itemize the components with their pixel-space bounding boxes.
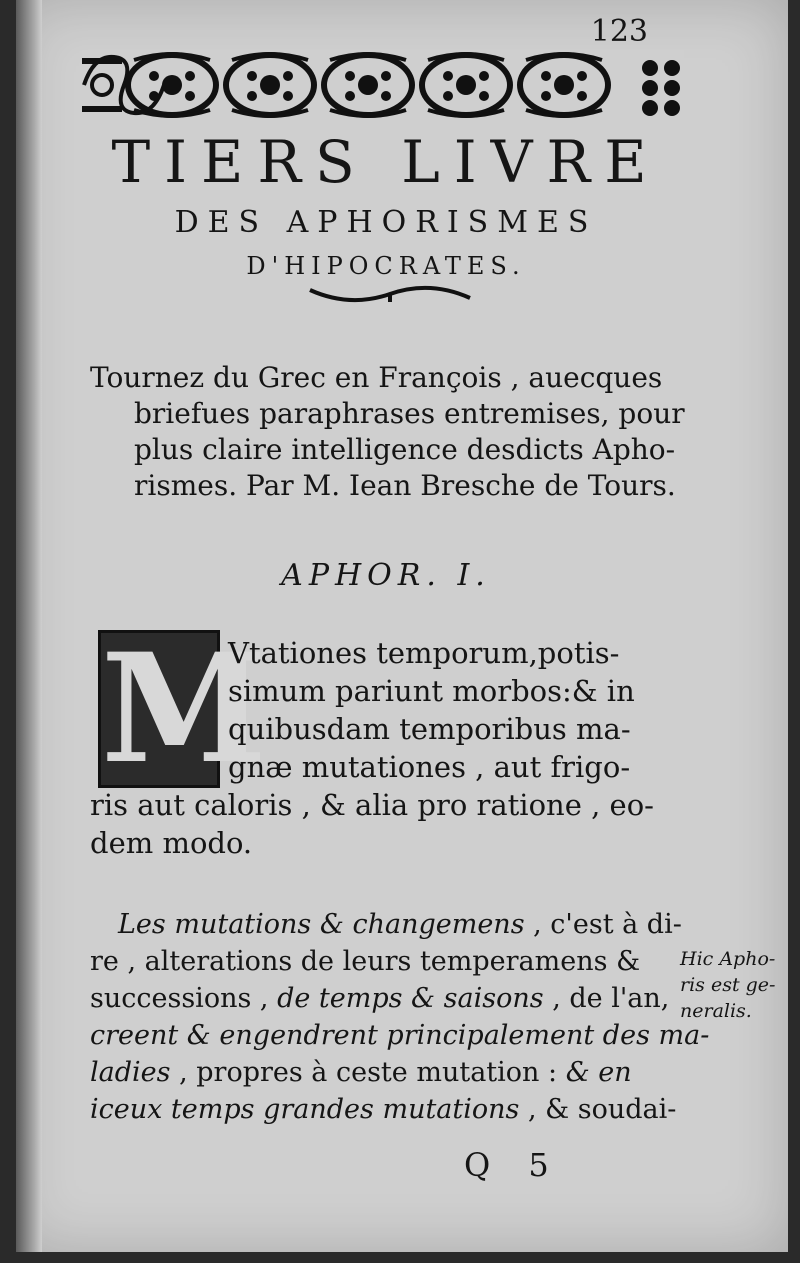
book-spine bbox=[16, 0, 42, 1252]
roman-phrase: , de l'an, bbox=[543, 983, 670, 1014]
french-paraphrase bbox=[90, 906, 710, 1128]
aphorism-line: dem modo. bbox=[90, 826, 253, 860]
aphorism-line: gnæ mutationes , aut frigo- bbox=[228, 750, 631, 784]
italic-phrase: creent & engendrent principalement des ma- bbox=[90, 1020, 710, 1051]
paraphrase-line bbox=[90, 980, 670, 1017]
roman-phrase: re , alterations de leurs temperamens & bbox=[90, 946, 641, 977]
intro-line: Tournez du Grec en François , auecques bbox=[90, 361, 663, 394]
signature-mark: Q 5 bbox=[464, 1146, 563, 1184]
book-title: TIERS LIVRE bbox=[111, 128, 661, 196]
book-page bbox=[16, 0, 788, 1252]
paraphrase-line bbox=[90, 1017, 710, 1054]
italic-phrase: ladies bbox=[90, 1057, 171, 1088]
italic-phrase: iceux temps grandes mutations bbox=[90, 1094, 520, 1125]
book-subtitle: DES APHORISMES bbox=[174, 205, 598, 240]
aphorism-line: ris aut caloris , & alia pro ratione , eo- bbox=[90, 788, 654, 822]
translation-notice bbox=[90, 360, 690, 504]
paraphrase-line bbox=[90, 1091, 677, 1128]
aphorism-line: simum pariunt morbos:& in bbox=[228, 674, 635, 708]
aphorism-latin-text bbox=[90, 621, 690, 862]
roman-phrase: , c'est à di- bbox=[524, 909, 682, 940]
intro-line: plus claire intelligence desdicts Apho- bbox=[134, 433, 676, 466]
page-number: 123 bbox=[590, 14, 648, 49]
marginal-note bbox=[680, 946, 790, 1024]
paraphrase-line bbox=[90, 906, 682, 943]
aphorism-line: Vtationes temporum,potis- bbox=[228, 636, 620, 670]
roman-phrase: , & soudai- bbox=[519, 1094, 677, 1125]
margin-note-line: neralis. bbox=[680, 1000, 752, 1022]
italic-phrase: de temps & saisons bbox=[277, 983, 544, 1014]
aphorism-heading: APHOR. I. bbox=[281, 558, 491, 593]
initial-letter: M bbox=[101, 621, 268, 797]
intro-line: briefues paraphrases entremises, pour bbox=[134, 397, 685, 430]
italic-phrase: & en bbox=[565, 1057, 632, 1088]
margin-note-line: Hic Apho- bbox=[680, 948, 776, 970]
roman-phrase: , propres à ceste mutation : bbox=[170, 1057, 566, 1088]
roman-phrase: successions , bbox=[90, 983, 278, 1014]
aphorism-line: quibusdam temporibus ma- bbox=[228, 712, 631, 746]
intro-line: rismes. Par M. Iean Bresche de Tours. bbox=[134, 469, 676, 502]
paraphrase-line bbox=[90, 1054, 670, 1091]
margin-note-line: ris est ge- bbox=[680, 974, 776, 996]
paraphrase-line bbox=[90, 943, 670, 980]
flourish-ornament bbox=[306, 282, 476, 304]
italic-phrase: Les mutations & changemens bbox=[118, 909, 525, 940]
ornamental-header-band bbox=[82, 50, 684, 120]
book-author-line: D'HIPOCRATES. bbox=[246, 252, 526, 280]
